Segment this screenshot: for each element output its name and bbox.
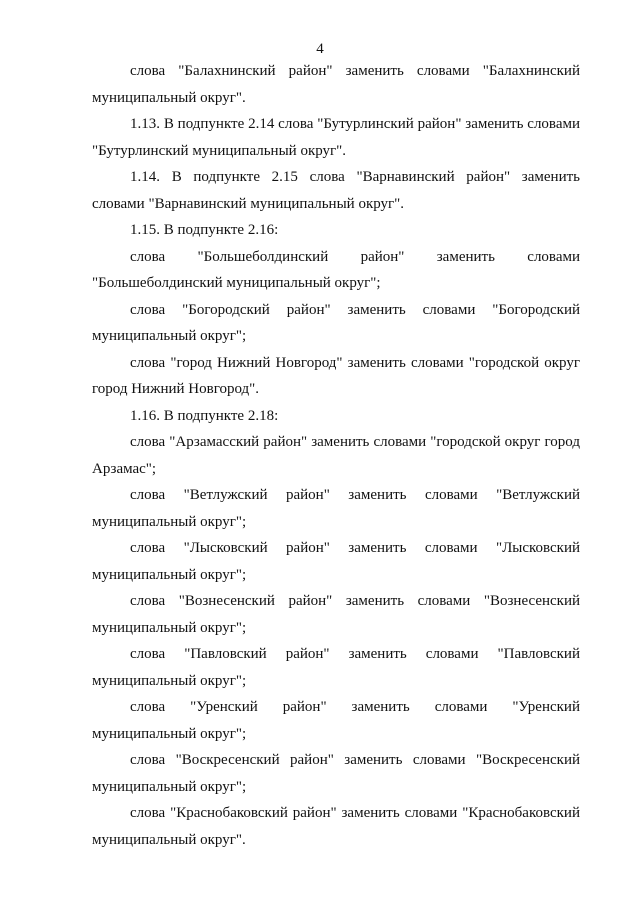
- paragraph-voznesenskoe: слова "Вознесенский район" заменить словами "Вознесенский муниципальный округ";: [92, 593, 580, 636]
- paragraph-1-16-heading: 1.16. В подпункте 2.18:: [130, 407, 279, 424]
- paragraph-krasnye-baki: слова "Краснобаковский район" заменить словами "Краснобаковский муниципальный округ".: [92, 805, 580, 848]
- paragraph-pavlovo: слова "Павловский район" заменить словами "Павловский муниципальный округ";: [92, 646, 580, 689]
- document-body: [92, 58, 580, 853]
- paragraph-bolsheboldino: слова "Большеболдинский район" заменить словами "Большеболдинский муниципальный округ";: [92, 248, 580, 291]
- paragraph-bogorodsk: слова "Богородский район" заменить словами "Богородский муниципальный округ";: [92, 301, 580, 344]
- paragraph-1-14: 1.14. В подпункте 2.15 слова "Варнавинский район" заменить словами "Варнавинский муниципальный округ".: [92, 169, 580, 212]
- paragraph-balakhna: слова "Балахнинский район" заменить словами "Балахнинский муниципальный округ".: [92, 63, 580, 106]
- paragraph-vetluga: слова "Ветлужский район" заменить словами "Ветлужский муниципальный округ";: [92, 487, 580, 530]
- paragraph-voskresenskoe: слова "Воскресенский район" заменить словами "Воскресенский муниципальный округ";: [92, 752, 580, 795]
- paragraph-lyskovo: слова "Лысковский район" заменить словами "Лысковский муниципальный округ";: [92, 540, 580, 583]
- paragraph-urenh: слова "Уренский район" заменить словами "Уренский муниципальный округ";: [92, 699, 580, 742]
- paragraph-arzamas: слова "Арзамасский район" заменить словами "городской округ город Арзамас";: [92, 434, 580, 477]
- page-number: 4: [316, 41, 324, 57]
- paragraph-1-13: 1.13. В подпункте 2.14 слова "Бутурлинский район" заменить словами "Бутурлинский муниципальный округ".: [92, 116, 580, 159]
- paragraph-nizhny-novgorod: слова "город Нижний Новгород" заменить словами "городской округ город Нижний Новгород".: [92, 354, 580, 397]
- paragraph-1-15-heading: 1.15. В подпункте 2.16:: [130, 222, 279, 238]
